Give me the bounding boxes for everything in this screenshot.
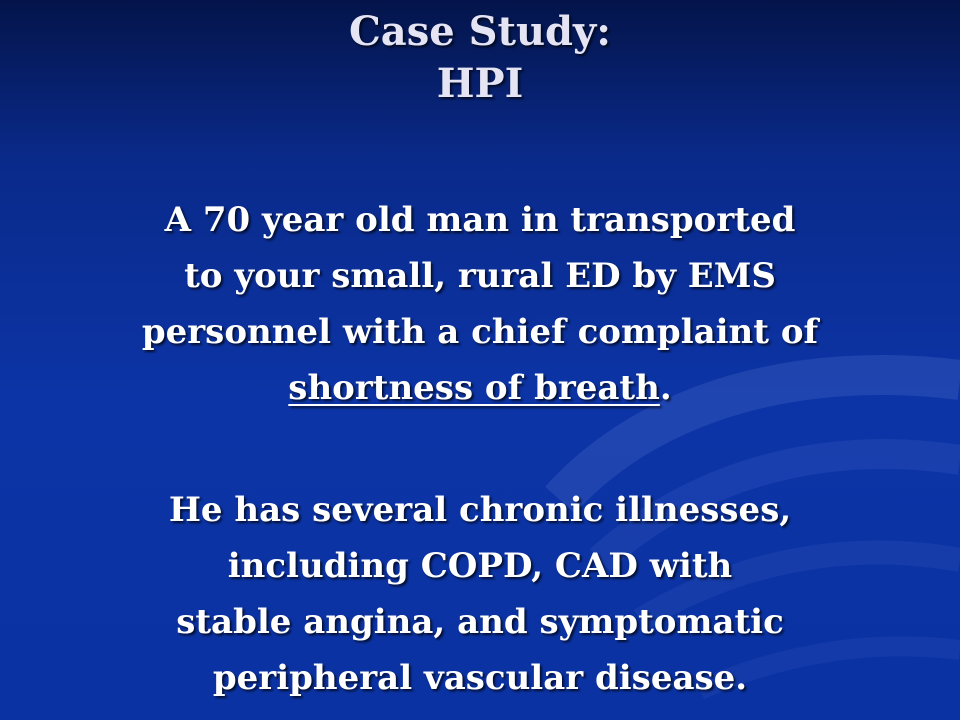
paragraph-1-line-4 [60,360,900,416]
title-line-1: Case Study: [348,8,612,55]
paragraph-chronic-illnesses [60,482,900,706]
paragraph-2-line-1: He has several chronic illnesses, [168,490,792,530]
paragraph-1-line-3: personnel with a chief complaint of [141,312,819,352]
chief-complaint-underlined: shortness of breath [288,368,660,408]
paragraph-2-line-3: stable angina, and symptomatic [176,602,784,642]
slide-title [0,6,960,110]
paragraph-2-line-2: including COPD, CAD with [227,546,733,586]
paragraph-2-line-4: peripheral vascular disease. [212,658,748,698]
paragraph-hpi-presentation [60,192,900,416]
paragraph-1-line-4-tail: . [659,368,672,408]
title-line-2: HPI [436,60,524,107]
paragraph-1-line-2: to your small, rural ED by EMS [184,256,776,296]
paragraph-1-line-1: A 70 year old man in transported [164,200,796,240]
